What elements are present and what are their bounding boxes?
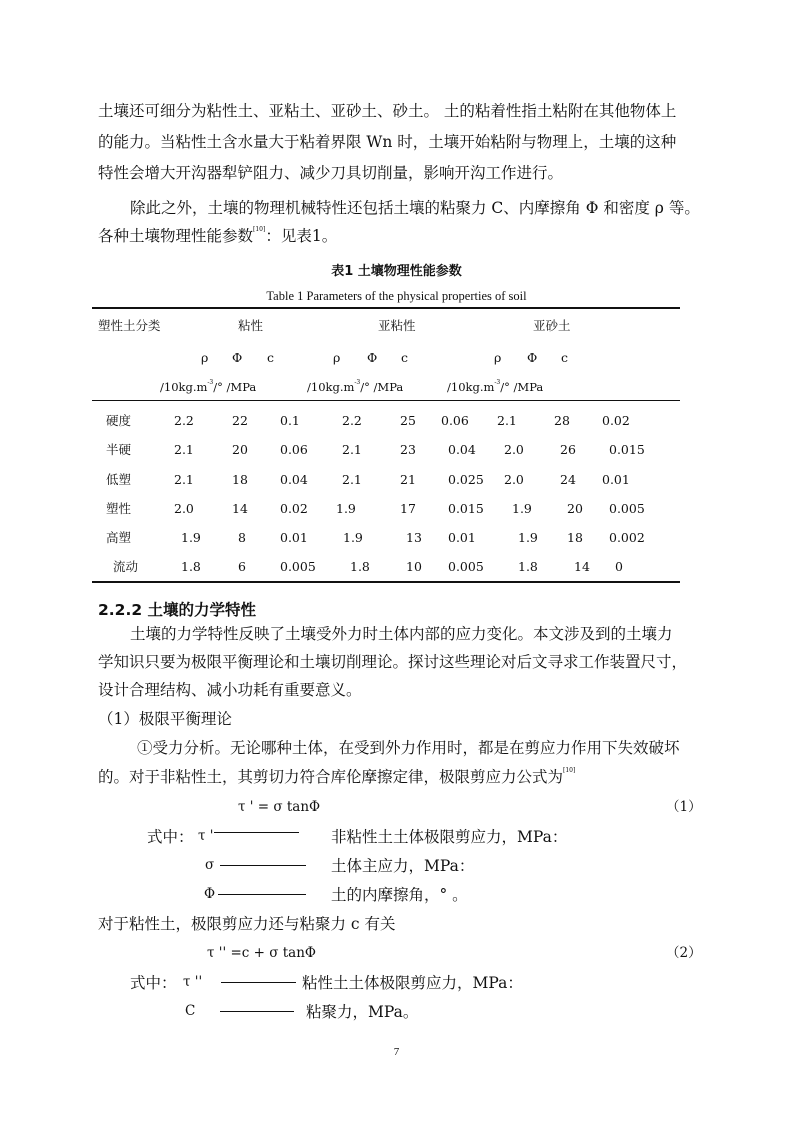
- table-cell: 0.1: [280, 413, 300, 428]
- table-symbol-rho: ρ: [333, 350, 341, 365]
- table-cell: 0.015: [448, 501, 484, 516]
- table-bottom-rule: [92, 581, 680, 583]
- table-cell: 流动: [113, 559, 139, 574]
- equation-symbol: σ: [205, 857, 215, 873]
- symbol-description: 粘聚力，MPa。: [306, 1003, 419, 1021]
- table-cell: 17: [400, 501, 416, 516]
- subsection-title: （1）极限平衡理论: [98, 710, 232, 728]
- table-cell: 2.2: [174, 413, 194, 428]
- table-cell: 0.005: [280, 559, 316, 574]
- table-cell: 22: [232, 413, 248, 428]
- table-cell: 0.04: [280, 472, 308, 487]
- body-text-line: 土壤的力学特性反映了土壤受外力时土体内部的应力变化。本文涉及到的土壤力: [130, 625, 673, 643]
- table-cell: 20: [232, 442, 248, 457]
- table-symbol-c: c: [561, 350, 569, 365]
- section-heading: 2.2.2 土壤的力学特性: [98, 601, 257, 619]
- table-cell: 半硬: [106, 442, 132, 457]
- table-symbol-phi: Φ: [527, 350, 538, 365]
- table-cell: 0.02: [280, 501, 308, 516]
- table-cell: 高塑: [106, 530, 132, 545]
- table-symbol-rho: ρ: [201, 350, 209, 365]
- body-text: 的。对于非粘性土，其剪切力符合库伦摩擦定律，极限剪应力公式为: [98, 768, 564, 786]
- table-group-header: 亚粘性: [378, 318, 416, 333]
- table-cell: 1.9: [181, 530, 201, 545]
- table-unit: [307, 379, 404, 394]
- table-cell: 2.1: [174, 472, 194, 487]
- symbol-description: 土体主应力，MPa：: [331, 857, 475, 875]
- table-cell: 25: [400, 413, 416, 428]
- symbol-description: 非粘性土土体极限剪应力，MPa：: [331, 828, 568, 846]
- table-cell: 26: [560, 442, 576, 457]
- table-symbol-phi: Φ: [232, 350, 243, 365]
- table-cell: 8: [238, 530, 246, 545]
- body-text-line: [98, 767, 576, 786]
- unit-exponent: -3: [494, 379, 501, 386]
- body-text: ：见表1。: [265, 227, 338, 245]
- body-text: 各种土壤物理性能参数: [98, 227, 254, 245]
- table-cell: 1.8: [518, 559, 538, 574]
- body-text-line: 除此之外，土壤的物理机械特性还包括土壤的粘聚力 C、内摩擦角 Φ 和密度 ρ 等。: [130, 199, 700, 217]
- table-cell: 0.002: [609, 530, 645, 545]
- table-cell: 0.015: [609, 442, 645, 457]
- table-cell: 18: [567, 530, 583, 545]
- table-unit: [160, 379, 257, 394]
- unit-text: /° /MPa: [360, 380, 404, 394]
- symbol-dash: [214, 832, 299, 833]
- unit-text: /° /MPa: [500, 380, 544, 394]
- body-text-line: 土壤还可细分为粘性土、亚粘土、亚砂土、砂土。 土的粘着性指土粘附在其他物体上: [98, 102, 677, 120]
- symbol-dash: [220, 865, 306, 866]
- table-cell: 2.1: [174, 442, 194, 457]
- table-cell: 1.9: [336, 501, 356, 516]
- table-cell: 23: [400, 442, 416, 457]
- equation-1: τ ' = σ tanΦ: [238, 799, 321, 815]
- table-cell: 0.01: [448, 530, 476, 545]
- unit-text: /10kg.m: [307, 380, 355, 394]
- citation-ref: [10]: [253, 226, 266, 233]
- equation-where-label: 式中：: [130, 974, 177, 992]
- table-cell: 1.9: [512, 501, 532, 516]
- unit-text: /10kg.m: [160, 380, 208, 394]
- table-cell: 0.01: [602, 472, 630, 487]
- body-text-line: 对于粘性土，极限剪应力还与粘聚力 c 有关: [98, 915, 396, 933]
- table-cell: 28: [554, 413, 570, 428]
- table-cell: 14: [232, 501, 248, 516]
- table-symbol-c: c: [267, 350, 275, 365]
- table-cell: 塑性: [106, 501, 132, 516]
- equation-symbol: Φ: [204, 886, 216, 902]
- table-caption-cn: 表1 土壤物理性能参数: [331, 264, 462, 279]
- table-cell: 18: [232, 472, 248, 487]
- table-header-rule: [92, 400, 680, 401]
- table-header-class: 塑性土分类: [98, 318, 161, 333]
- citation-ref: [10]: [563, 767, 576, 774]
- table-cell: 2.0: [174, 501, 194, 516]
- page-number: 7: [393, 1046, 400, 1058]
- unit-exponent: -3: [354, 379, 361, 386]
- table-cell: 1.9: [518, 530, 538, 545]
- symbol-dash: [218, 894, 306, 895]
- equation-2: τ '' =c + σ tanΦ: [207, 945, 316, 961]
- table-cell: 0: [615, 559, 623, 574]
- body-text-line: 学知识只要为极限平衡理论和土壤切削理论。探讨这些理论对后文寻求工作装置尺寸，: [98, 653, 688, 671]
- table-cell: 0.06: [280, 442, 308, 457]
- table-symbol-rho: ρ: [494, 350, 502, 365]
- table-cell: 2.0: [504, 472, 524, 487]
- body-text-line: [98, 226, 338, 245]
- table-cell: 6: [238, 559, 246, 574]
- equation-number: （2）: [666, 945, 702, 961]
- symbol-dash: [220, 1011, 294, 1012]
- table-caption-en: Table 1 Parameters of the physical properties of soil: [266, 289, 527, 303]
- table-group-header: 亚砂土: [533, 318, 571, 333]
- table-group-header: 粘性: [238, 318, 264, 333]
- table-top-rule: [92, 307, 680, 309]
- table-cell: 24: [560, 472, 576, 487]
- symbol-description: 土的内摩擦角，° 。: [331, 886, 468, 904]
- table-cell: 21: [400, 472, 416, 487]
- table-cell: 2.1: [342, 472, 362, 487]
- table-cell: 1.8: [181, 559, 201, 574]
- table-cell: 0.005: [609, 501, 645, 516]
- body-text-line: 的能力。当粘性土含水量大于粘着界限 Wn 时，土壤开始粘附与物理上，土壤的这种: [98, 133, 677, 151]
- table-cell: 2.1: [497, 413, 517, 428]
- unit-text: /° /MPa: [213, 380, 257, 394]
- table-cell: 0.02: [602, 413, 630, 428]
- symbol-dash: [221, 982, 296, 983]
- table-cell: 20: [567, 501, 583, 516]
- equation-number: （1）: [666, 799, 702, 815]
- table-cell: 0.005: [448, 559, 484, 574]
- table-cell: 2.0: [504, 442, 524, 457]
- table-cell: 14: [574, 559, 590, 574]
- table-cell: 10: [406, 559, 422, 574]
- table-cell: 低塑: [106, 472, 132, 487]
- unit-text: /10kg.m: [447, 380, 495, 394]
- table-unit: [447, 379, 544, 394]
- unit-exponent: -3: [207, 379, 214, 386]
- equation-where-label: 式中：: [147, 828, 194, 846]
- table-cell: 0.01: [280, 530, 308, 545]
- table-symbol-c: c: [401, 350, 409, 365]
- table-cell: 0.04: [448, 442, 476, 457]
- table-symbol-phi: Φ: [367, 350, 378, 365]
- body-text-line: 特性会增大开沟器犁铲阻力、减少刀具切削量，影响开沟工作进行。: [98, 164, 564, 182]
- symbol-description: 粘性土土体极限剪应力，MPa：: [302, 974, 523, 992]
- table-cell: 13: [406, 530, 422, 545]
- equation-symbol: τ '': [183, 974, 203, 990]
- body-text-line: 设计合理结构、减小功耗有重要意义。: [98, 681, 362, 699]
- equation-symbol: τ ': [198, 828, 214, 844]
- table-cell: 2.1: [342, 442, 362, 457]
- table-cell: 0.06: [441, 413, 469, 428]
- table-cell: 硬度: [106, 413, 132, 428]
- table-cell: 0.025: [448, 472, 484, 487]
- table-cell: 1.9: [343, 530, 363, 545]
- body-text-line: ①受力分析。无论哪种土体，在受到外力作用时，都是在剪应力作用下失效破坏: [137, 739, 680, 757]
- equation-symbol: C: [185, 1003, 196, 1019]
- table-cell: 1.8: [350, 559, 370, 574]
- table-cell: 2.2: [342, 413, 362, 428]
